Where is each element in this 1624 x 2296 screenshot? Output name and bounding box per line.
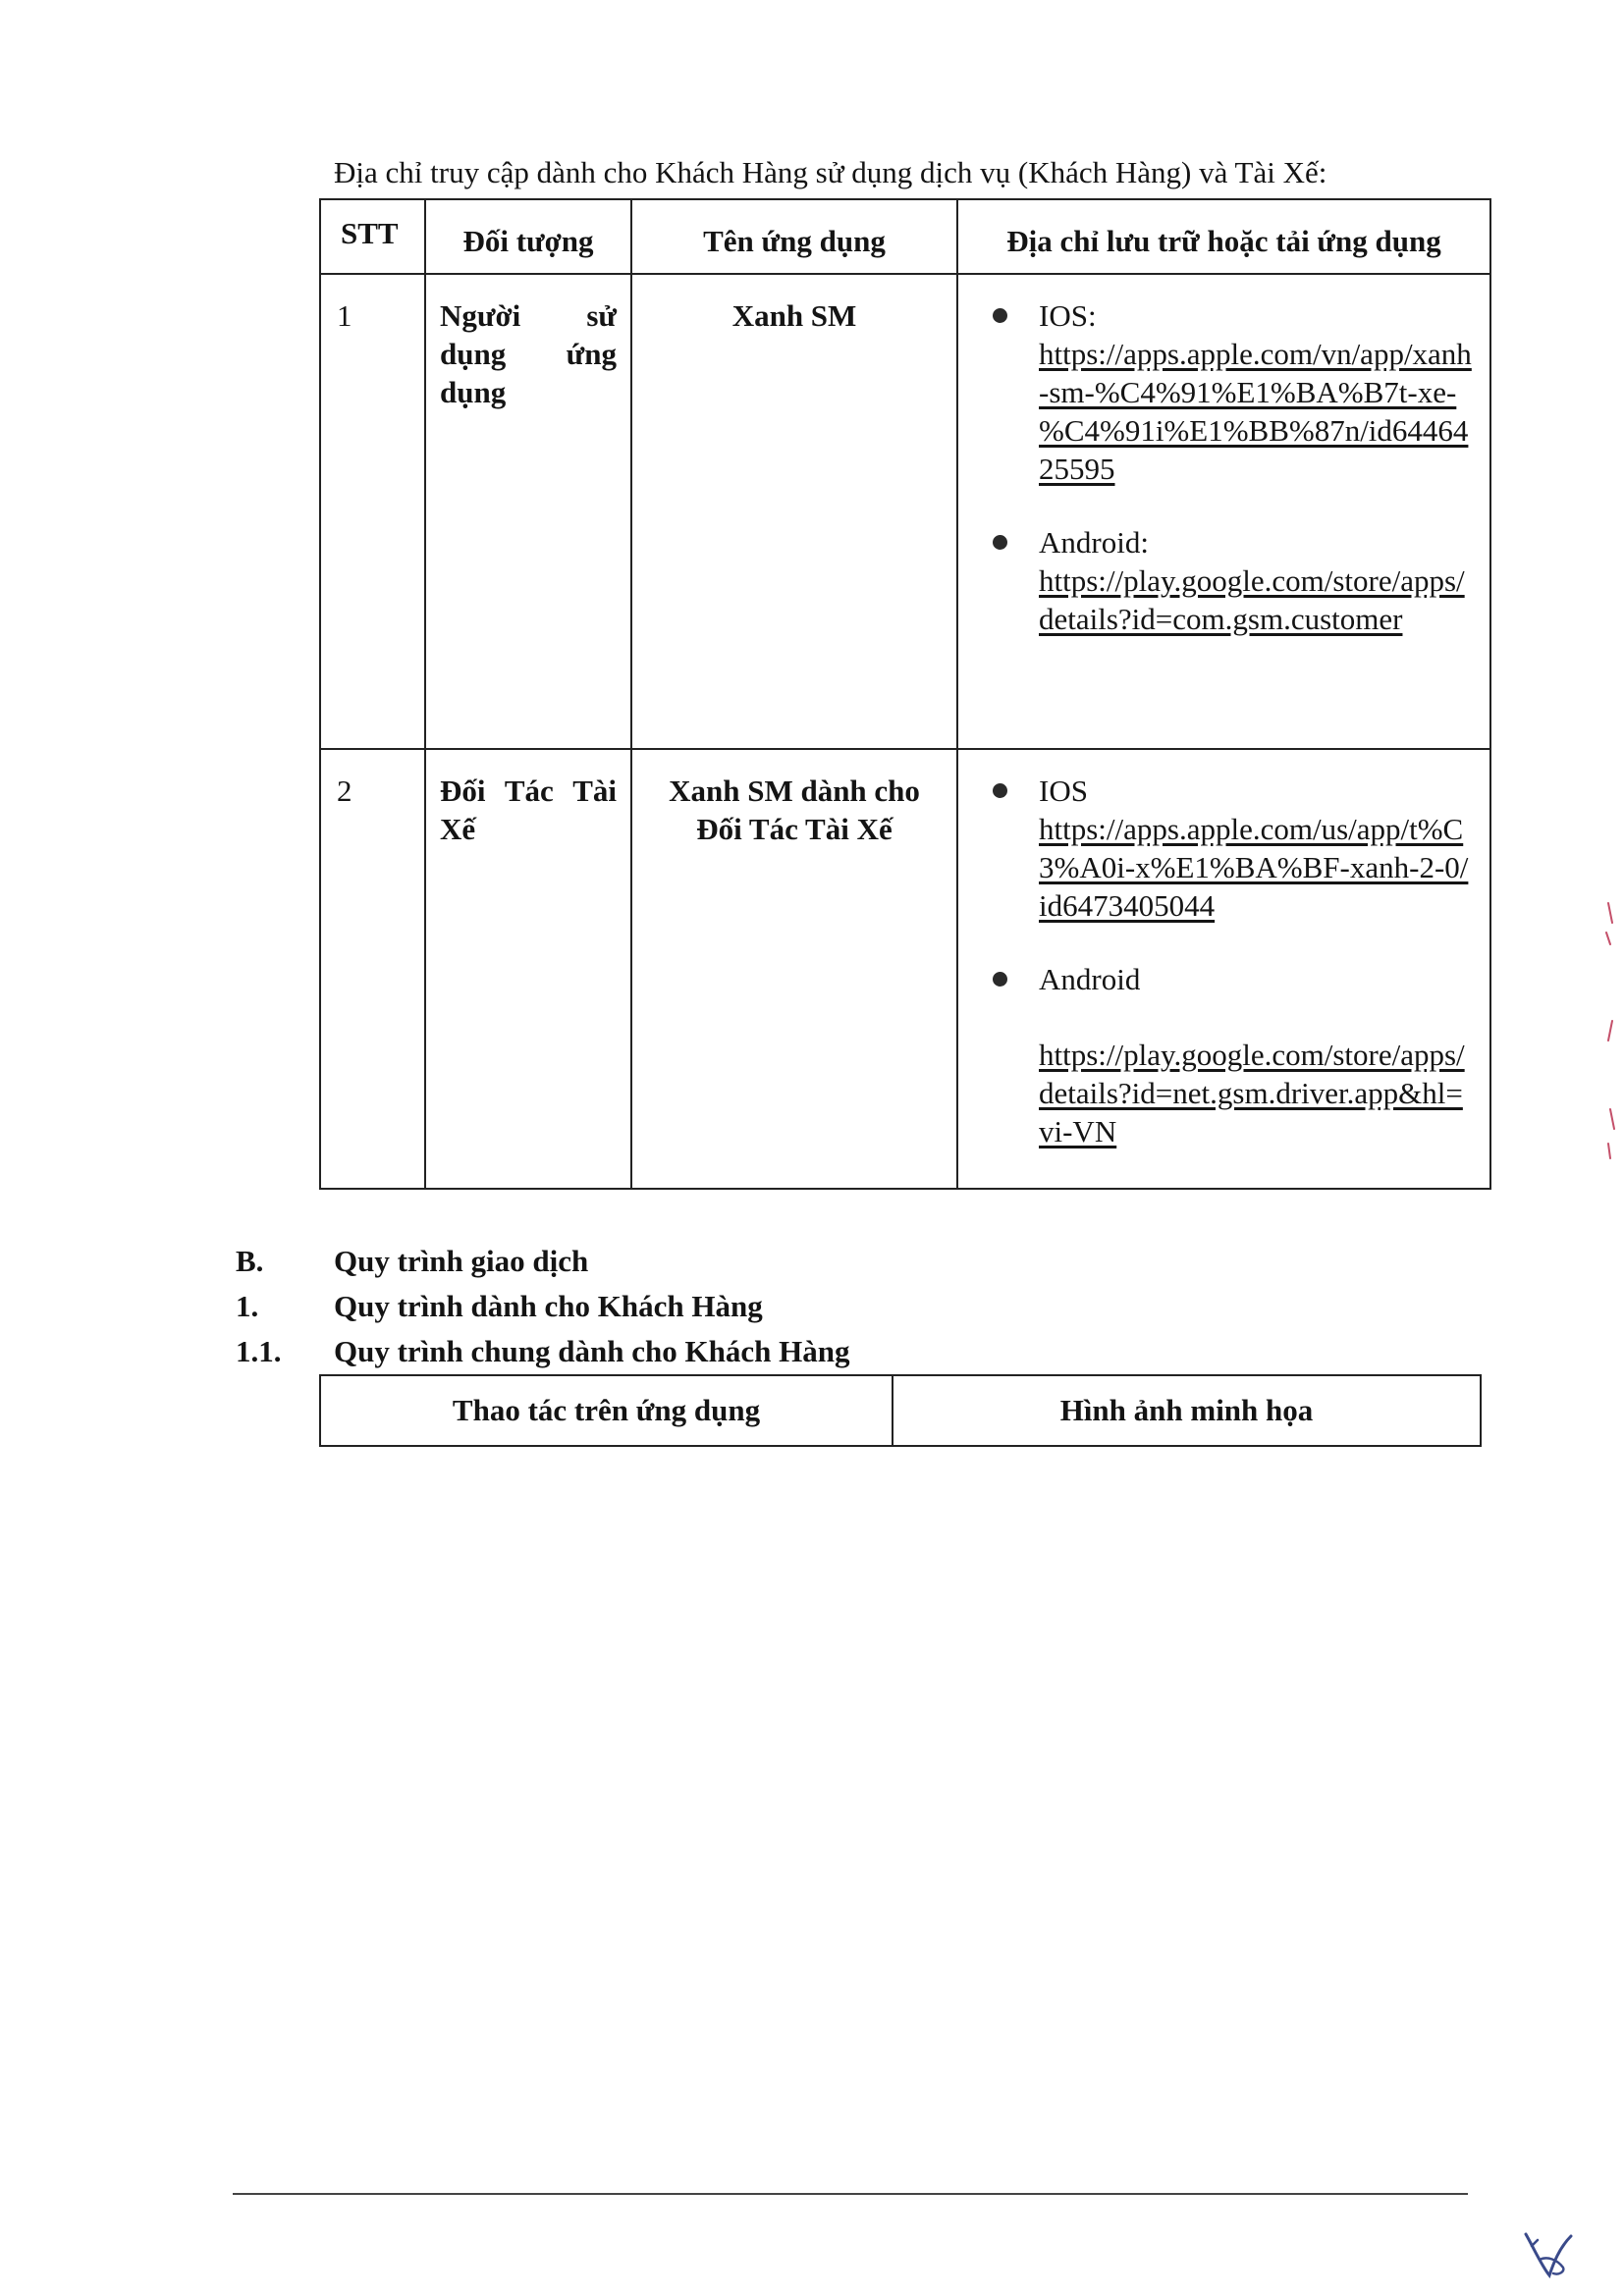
list-item xyxy=(1039,296,1476,488)
heading-text: Quy trình chung dành cho Khách Hàng xyxy=(334,1334,850,1368)
intro-text: Địa chỉ truy cập dành cho Khách Hàng sử dụng dịch vụ (Khách Hàng) và Tài Xế: xyxy=(334,155,1327,189)
bullet-icon xyxy=(993,535,1007,550)
table-header-row xyxy=(320,199,1490,274)
heading-number: 1. xyxy=(236,1289,259,1323)
platform-label: Android xyxy=(1039,962,1141,996)
header-app-name: Tên ứng dụng xyxy=(631,199,957,274)
table-row xyxy=(320,274,1490,749)
list-item xyxy=(1039,960,1476,1150)
row-links xyxy=(957,749,1490,1189)
section-headings xyxy=(236,1239,849,1374)
platform-label: IOS: xyxy=(1039,298,1097,333)
heading-1-1 xyxy=(236,1329,849,1374)
bullet-icon xyxy=(993,308,1007,323)
android-link[interactable]: https://play.google.com/store/apps/details?id=com.gsm.customer xyxy=(1039,563,1465,636)
heading-number: B. xyxy=(236,1244,264,1278)
initial-signature-icon xyxy=(1520,2226,1579,2286)
bullet-icon xyxy=(993,972,1007,987)
ios-link[interactable]: https://apps.apple.com/vn/app/xanh-sm-%C4%91%E1%BA%B7t-xe-%C4%91i%E1%BB%87n/id6446425595 xyxy=(1039,337,1472,486)
row-links xyxy=(957,274,1490,749)
heading-b xyxy=(236,1239,849,1284)
android-link[interactable]: https://play.google.com/store/apps/details?id=net.gsm.driver.app&hl=vi-VN xyxy=(1039,1038,1465,1148)
platform-label: IOS xyxy=(1039,774,1088,808)
row-app-name: Xanh SM dành cho Đối Tác Tài Xế xyxy=(631,749,957,1189)
heading-number: 1.1. xyxy=(236,1334,282,1368)
header-image: Hình ảnh minh họa xyxy=(893,1375,1481,1446)
ios-link[interactable]: https://apps.apple.com/us/app/t%C3%A0i-x%E1%BA%BF-xanh-2-0/id6473405044 xyxy=(1039,812,1469,923)
header-action: Thao tác trên ứng dụng xyxy=(320,1375,893,1446)
bullet-icon xyxy=(993,783,1007,798)
table-row xyxy=(320,749,1490,1189)
list-item xyxy=(1039,523,1476,638)
heading-text: Quy trình dành cho Khách Hàng xyxy=(334,1289,763,1323)
row-subject: Đối Tác Tài Xế xyxy=(425,749,631,1189)
footer-divider xyxy=(233,2193,1468,2195)
heading-text: Quy trình giao dịch xyxy=(334,1244,589,1278)
row-stt: 1 xyxy=(320,274,425,749)
header-subject: Đối tượng xyxy=(425,199,631,274)
platform-label: Android: xyxy=(1039,525,1149,560)
app-access-table xyxy=(319,198,1491,1190)
edge-stamp-mark xyxy=(1600,893,1620,1173)
process-table xyxy=(319,1374,1482,1447)
row-stt: 2 xyxy=(320,749,425,1189)
heading-1 xyxy=(236,1284,849,1329)
header-stt: STT xyxy=(320,199,425,274)
row-app-name: Xanh SM xyxy=(631,274,957,749)
row-subject: Người sử dụng ứng dụng xyxy=(425,274,631,749)
list-item xyxy=(1039,772,1476,925)
process-header-row xyxy=(320,1375,1481,1446)
header-address: Địa chỉ lưu trữ hoặc tải ứng dụng xyxy=(957,199,1490,274)
